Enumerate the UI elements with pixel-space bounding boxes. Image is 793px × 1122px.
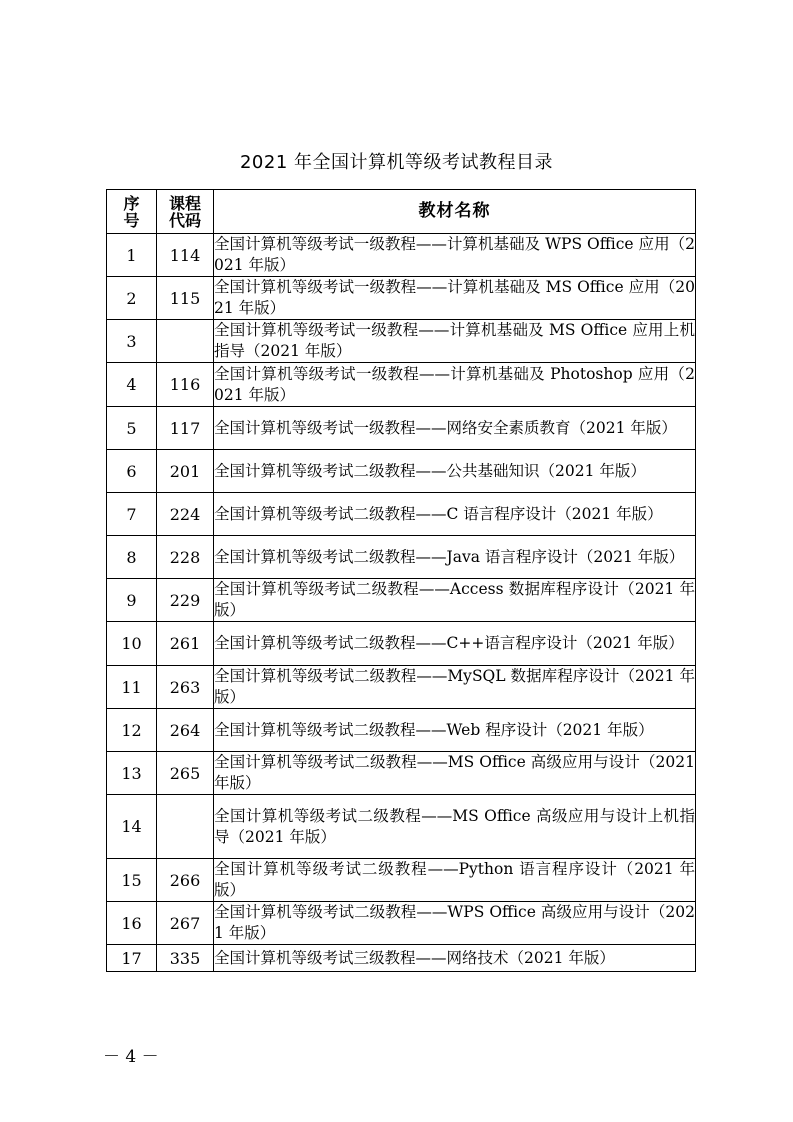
row-name: 全国计算机等级考试二级教程——C++语言程序设计（2021 年版） bbox=[214, 622, 696, 666]
row-number: 1 bbox=[107, 234, 157, 277]
header-number-line-1: 序 bbox=[123, 193, 140, 213]
row-name: 全国计算机等级考试二级教程——MS Office 高级应用与设计（2021 年版） bbox=[214, 752, 696, 795]
header-number bbox=[107, 190, 157, 234]
table-row bbox=[107, 902, 696, 945]
row-number: 11 bbox=[107, 666, 157, 709]
table-row bbox=[107, 666, 696, 709]
row-number: 8 bbox=[107, 536, 157, 579]
row-name: 全国计算机等级考试三级教程——网络技术（2021 年版） bbox=[214, 945, 696, 972]
row-number: 5 bbox=[107, 407, 157, 450]
row-name: 全国计算机等级考试二级教程——C 语言程序设计（2021 年版） bbox=[214, 493, 696, 536]
page-number: － 4 － bbox=[103, 1047, 159, 1067]
table-row bbox=[107, 795, 696, 859]
row-code: 264 bbox=[157, 709, 214, 752]
row-number: 12 bbox=[107, 709, 157, 752]
table-row bbox=[107, 709, 696, 752]
row-name: 全国计算机等级考试二级教程——MS Office 高级应用与设计上机指导（2021 年版） bbox=[214, 795, 696, 859]
row-number: 9 bbox=[107, 579, 157, 622]
row-code: 114 bbox=[157, 234, 214, 277]
table-row bbox=[107, 752, 696, 795]
table-row bbox=[107, 320, 696, 363]
row-number: 10 bbox=[107, 622, 157, 666]
row-name: 全国计算机等级考试一级教程——计算机基础及 MS Office 应用（2021 年版） bbox=[214, 277, 696, 320]
header-code bbox=[157, 190, 214, 234]
row-number: 17 bbox=[107, 945, 157, 972]
row-number: 16 bbox=[107, 902, 157, 945]
row-name: 全国计算机等级考试二级教程——Python 语言程序设计（2021 年版） bbox=[214, 859, 696, 902]
page-title: 2021 年全国计算机等级考试教程目录 bbox=[239, 152, 554, 173]
row-number: 6 bbox=[107, 450, 157, 493]
row-number: 15 bbox=[107, 859, 157, 902]
catalog-table bbox=[106, 189, 696, 972]
table-row bbox=[107, 536, 696, 579]
row-code: 261 bbox=[157, 622, 214, 666]
header-number-line-2: 号 bbox=[123, 210, 140, 230]
row-code: 265 bbox=[157, 752, 214, 795]
row-name: 全国计算机等级考试二级教程——Web 程序设计（2021 年版） bbox=[214, 709, 696, 752]
row-code: 266 bbox=[157, 859, 214, 902]
table-row bbox=[107, 859, 696, 902]
row-code: 267 bbox=[157, 902, 214, 945]
row-number: 14 bbox=[107, 795, 157, 859]
row-code: 228 bbox=[157, 536, 214, 579]
row-name: 全国计算机等级考试一级教程——计算机基础及 MS Office 应用上机指导（2021 年版） bbox=[214, 320, 696, 363]
header-code-line-2: 代码 bbox=[168, 210, 201, 230]
row-name: 全国计算机等级考试二级教程——Java 语言程序设计（2021 年版） bbox=[214, 536, 696, 579]
row-number: 4 bbox=[107, 363, 157, 407]
row-name: 全国计算机等级考试一级教程——计算机基础及 WPS Office 应用（2021 年版） bbox=[214, 234, 696, 277]
row-number: 3 bbox=[107, 320, 157, 363]
row-code: 117 bbox=[157, 407, 214, 450]
row-number: 7 bbox=[107, 493, 157, 536]
row-code: 263 bbox=[157, 666, 214, 709]
row-name: 全国计算机等级考试一级教程——计算机基础及 Photoshop 应用（2021 年版） bbox=[214, 363, 696, 407]
header-name: 教材名称 bbox=[214, 190, 696, 234]
table-row bbox=[107, 945, 696, 972]
table-row bbox=[107, 234, 696, 277]
row-name: 全国计算机等级考试二级教程——WPS Office 高级应用与设计（2021 年版） bbox=[214, 902, 696, 945]
table-row bbox=[107, 277, 696, 320]
row-code: 115 bbox=[157, 277, 214, 320]
row-number: 2 bbox=[107, 277, 157, 320]
table-row bbox=[107, 450, 696, 493]
row-code: 229 bbox=[157, 579, 214, 622]
table-row bbox=[107, 407, 696, 450]
row-code: 201 bbox=[157, 450, 214, 493]
row-number: 13 bbox=[107, 752, 157, 795]
row-name: 全国计算机等级考试一级教程——网络安全素质教育（2021 年版） bbox=[214, 407, 696, 450]
table-row bbox=[107, 493, 696, 536]
row-code bbox=[157, 795, 214, 859]
row-code: 116 bbox=[157, 363, 214, 407]
row-code: 224 bbox=[157, 493, 214, 536]
row-name: 全国计算机等级考试二级教程——公共基础知识（2021 年版） bbox=[214, 450, 696, 493]
table-header-row bbox=[107, 190, 696, 234]
table-row bbox=[107, 363, 696, 407]
row-code: 335 bbox=[157, 945, 214, 972]
table-row bbox=[107, 579, 696, 622]
table-row bbox=[107, 622, 696, 666]
row-code bbox=[157, 320, 214, 363]
row-name: 全国计算机等级考试二级教程——MySQL 数据库程序设计（2021 年版） bbox=[214, 666, 696, 709]
row-name: 全国计算机等级考试二级教程——Access 数据库程序设计（2021 年版） bbox=[214, 579, 696, 622]
header-code-line-1: 课程 bbox=[168, 193, 201, 213]
